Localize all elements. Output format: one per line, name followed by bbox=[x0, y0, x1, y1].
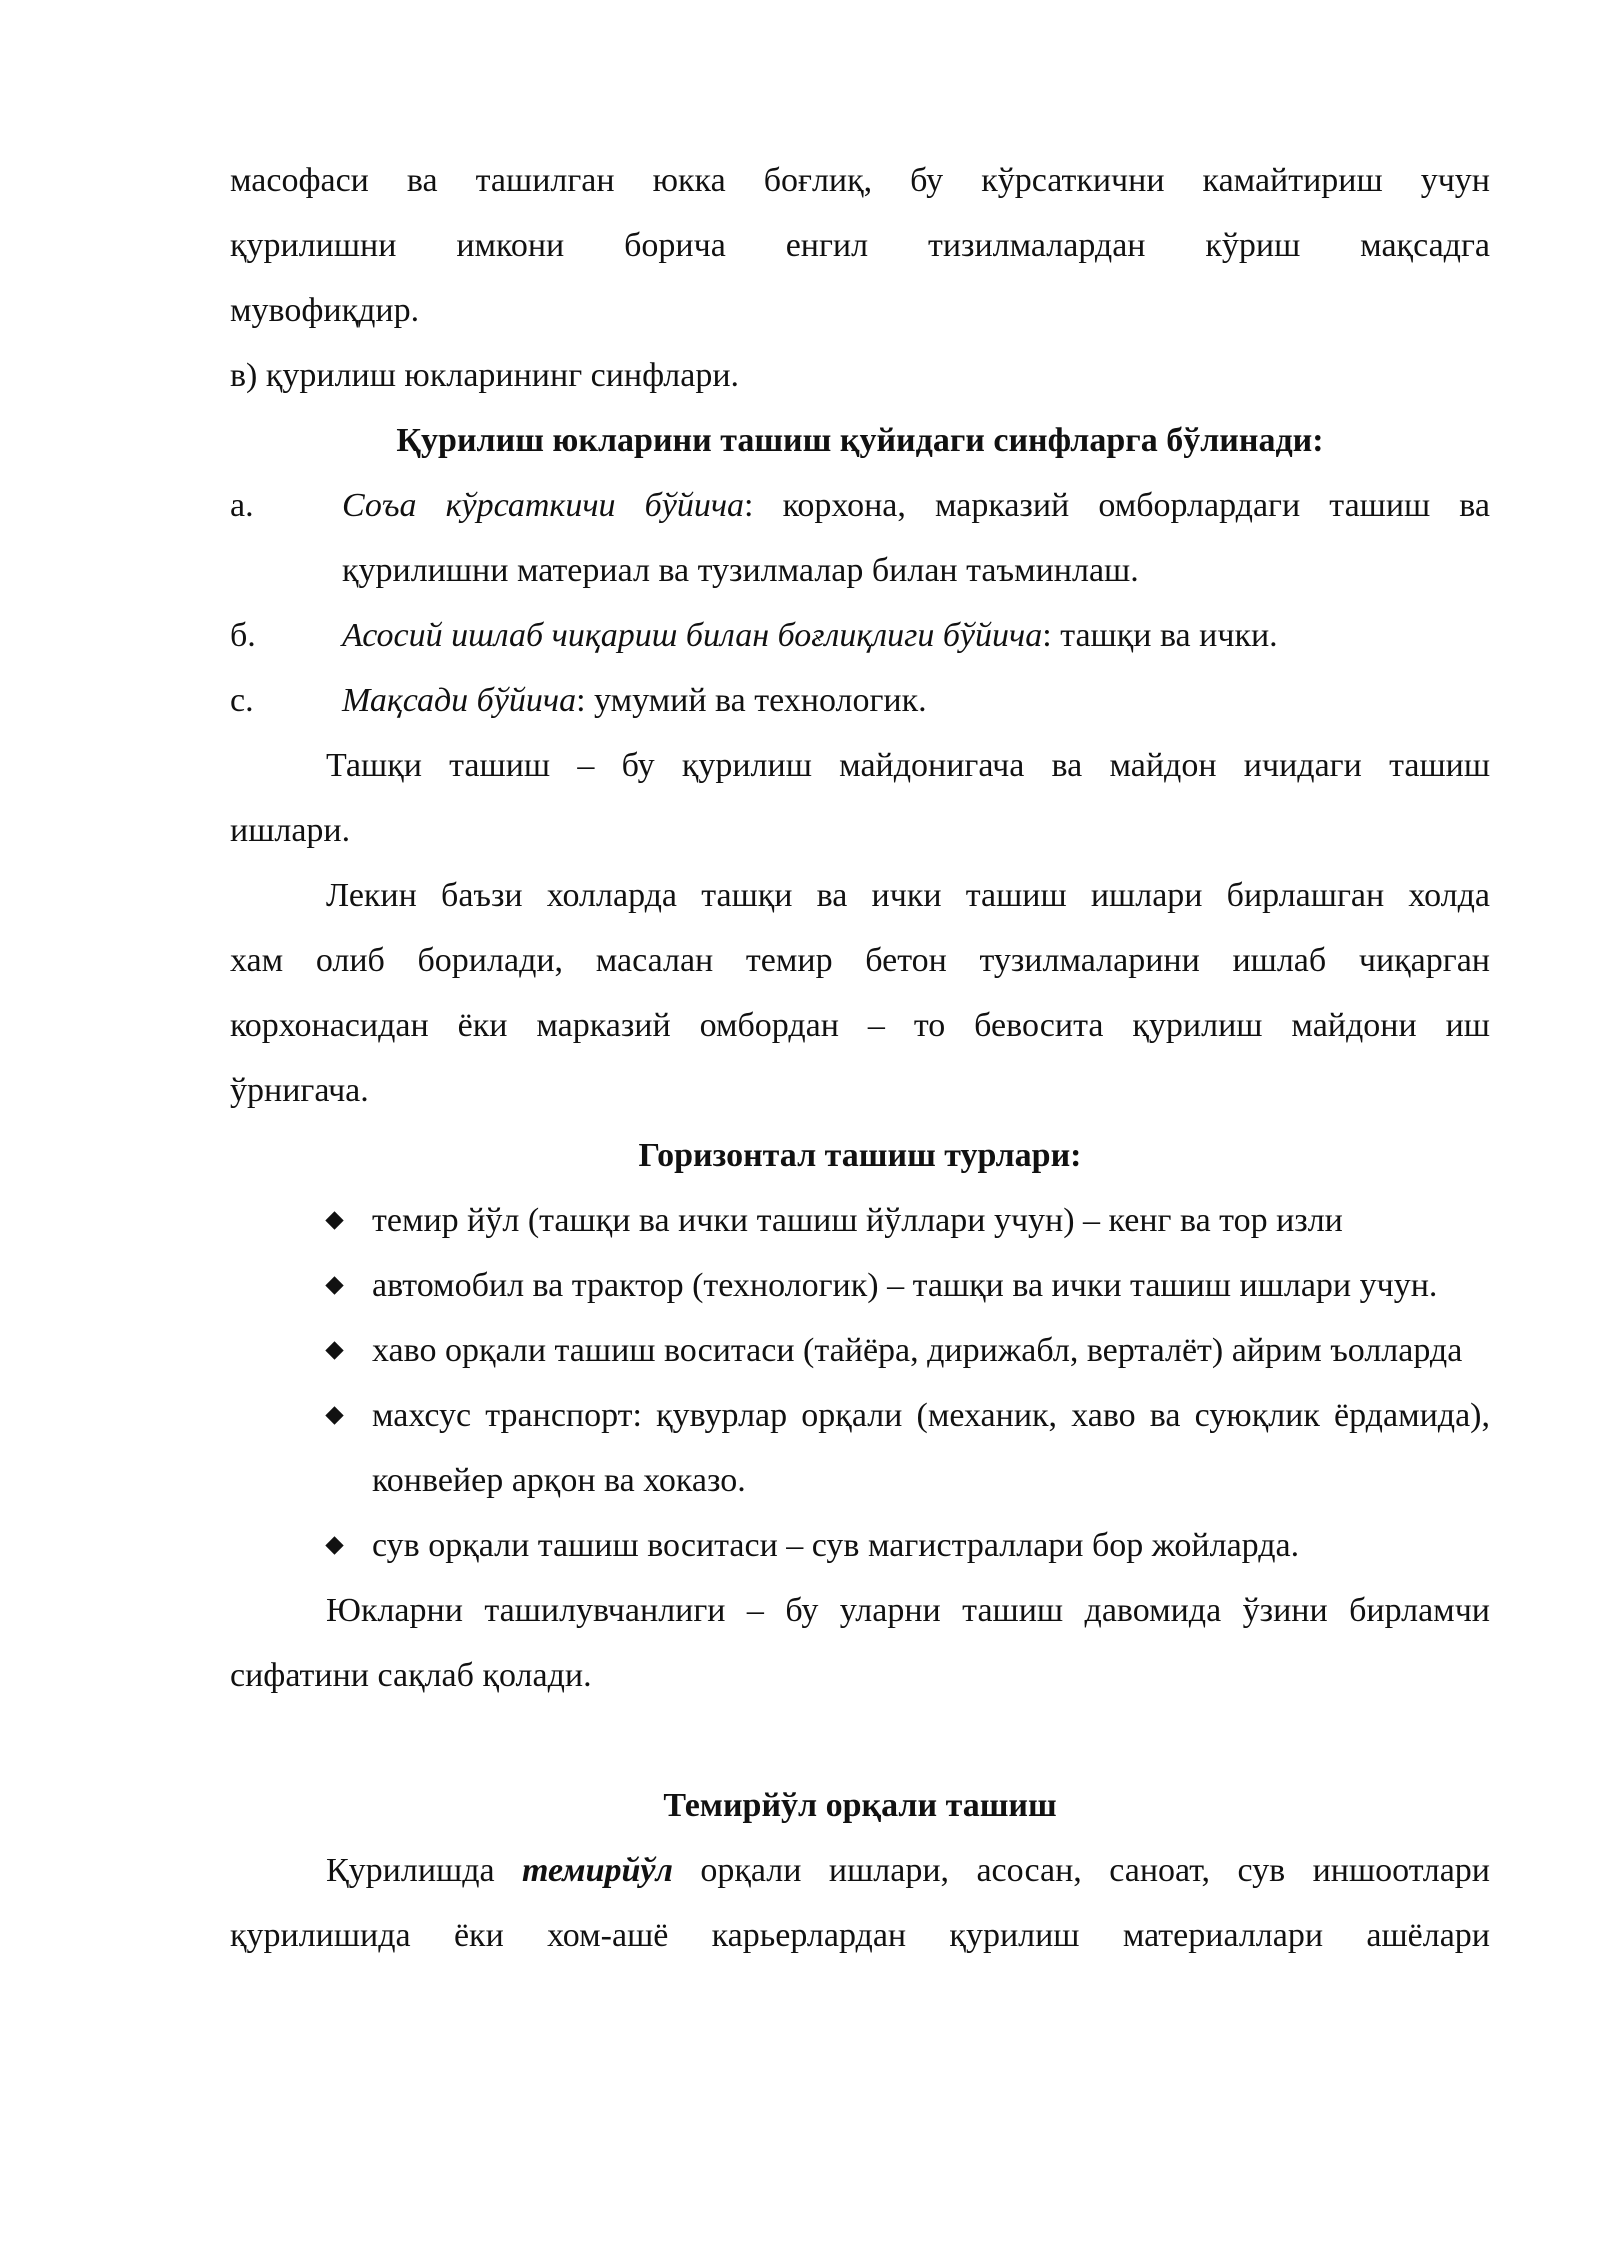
paragraph-line: сифатини сақлаб қолади. bbox=[230, 1657, 592, 1694]
list-item-v: в) қурилиш юкларининг синфлари. bbox=[230, 357, 740, 394]
paragraph-line: мувофиқдир. bbox=[230, 292, 420, 329]
item-term: Соъа кўрсаткичи бўйича bbox=[342, 487, 745, 524]
diamond-bullet-icon bbox=[325, 1341, 343, 1359]
class-item-b: б. Асосий ишлаб чиқариш билан боғлиқлиги бўйича: ташқи ва ички. bbox=[230, 617, 1278, 654]
paragraph-line: хам олиб борилади, масалан темир бетон тузилмаларини ишлаб чиқарган bbox=[230, 942, 1490, 979]
class-item-a: а. Соъа кўрсаткичи бўйича: корхона, марказий омборлардаги ташиш ва қурилишни материал ва тузилмалар билан таъминлаш. bbox=[230, 487, 1490, 589]
item-term: Мақсади бўйича bbox=[342, 682, 577, 719]
class-item-c: с. Мақсади бўйича: умумий ва технологик. bbox=[230, 682, 927, 719]
diamond-bullet-icon bbox=[325, 1536, 343, 1554]
list-item: темир йўл (ташқи ва ички ташиш йўллари учун) – кенг ва тор изли bbox=[230, 1188, 1490, 1253]
item-text: : умумий ва технологик. bbox=[576, 682, 927, 719]
diamond-bullet-icon bbox=[325, 1276, 343, 1294]
emphasized-term: темирйўл bbox=[522, 1852, 673, 1889]
section-heading: Қурилиш юкларини ташиш қуйидаги синфларга бўлинади: bbox=[396, 422, 1324, 459]
paragraph-line: корхонасидан ёки марказий омбордан – то бевосита қурилиш майдони иш bbox=[230, 1007, 1490, 1044]
paragraph-line: Лекин баъзи холларда ташқи ва ички ташиш ишлари бирлашган холда bbox=[326, 877, 1490, 914]
list-item: сув орқали ташиш воситаси – сув магистраллари бор жойларда. bbox=[230, 1513, 1490, 1578]
item-text: : ташқи ва ички. bbox=[1042, 617, 1278, 654]
paragraph-line: Қурилишда темирйўл орқали ишлари, асосан, саноат, сув иншоотлари bbox=[326, 1852, 1490, 1889]
section-heading: Горизонтал ташиш турлари: bbox=[638, 1137, 1082, 1174]
paragraph-line: ишлари. bbox=[230, 812, 351, 849]
blank-line bbox=[230, 1708, 1490, 1773]
paragraph-line: ўрнигача. bbox=[230, 1072, 369, 1109]
diamond-bullet-icon bbox=[325, 1211, 343, 1229]
paragraph-line: масофаси ва ташилган юкка боғлиқ, бу кўрсаткични камайтириш учун bbox=[230, 162, 1490, 199]
list-item: автомобил ва трактор (технологик) – ташқи ва ички ташиш ишлари учун. bbox=[230, 1253, 1490, 1318]
document-page bbox=[230, 148, 1490, 1968]
paragraph-line: Юкларни ташилувчанлиги – бу уларни ташиш давомида ўзини бирламчи bbox=[326, 1592, 1490, 1629]
item-term: Асосий ишлаб чиқариш билан боғлиқлиги бўйича bbox=[342, 617, 1043, 654]
bullet-list bbox=[230, 1188, 1490, 1578]
paragraph-line: Ташқи ташиш – бу қурилиш майдонигача ва майдон ичидаги ташиш bbox=[326, 747, 1490, 784]
paragraph-line: қурилишни имкони борича енгил тизилмалардан кўриш мақсадга bbox=[230, 227, 1490, 264]
diamond-bullet-icon bbox=[325, 1406, 343, 1424]
paragraph-line: қурилишида ёки хом-ашё карьерлардан қурилиш материаллари ашёлари bbox=[230, 1917, 1490, 1954]
section-heading: Темирйўл орқали ташиш bbox=[663, 1787, 1057, 1824]
list-item: махсус транспорт: қувурлар орқали (механик, хаво ва суюқлик ёрдамида), конвейер арқон ва хоказо. bbox=[230, 1383, 1490, 1513]
item-text: : корхона, марказий омборлардаги ташиш ва қурилишни материал ва тузилмалар билан таъминлаш. bbox=[342, 487, 1490, 589]
list-item: хаво орқали ташиш воситаси (тайёра, дирижабл, верталёт) айрим ъолларда bbox=[230, 1318, 1490, 1383]
